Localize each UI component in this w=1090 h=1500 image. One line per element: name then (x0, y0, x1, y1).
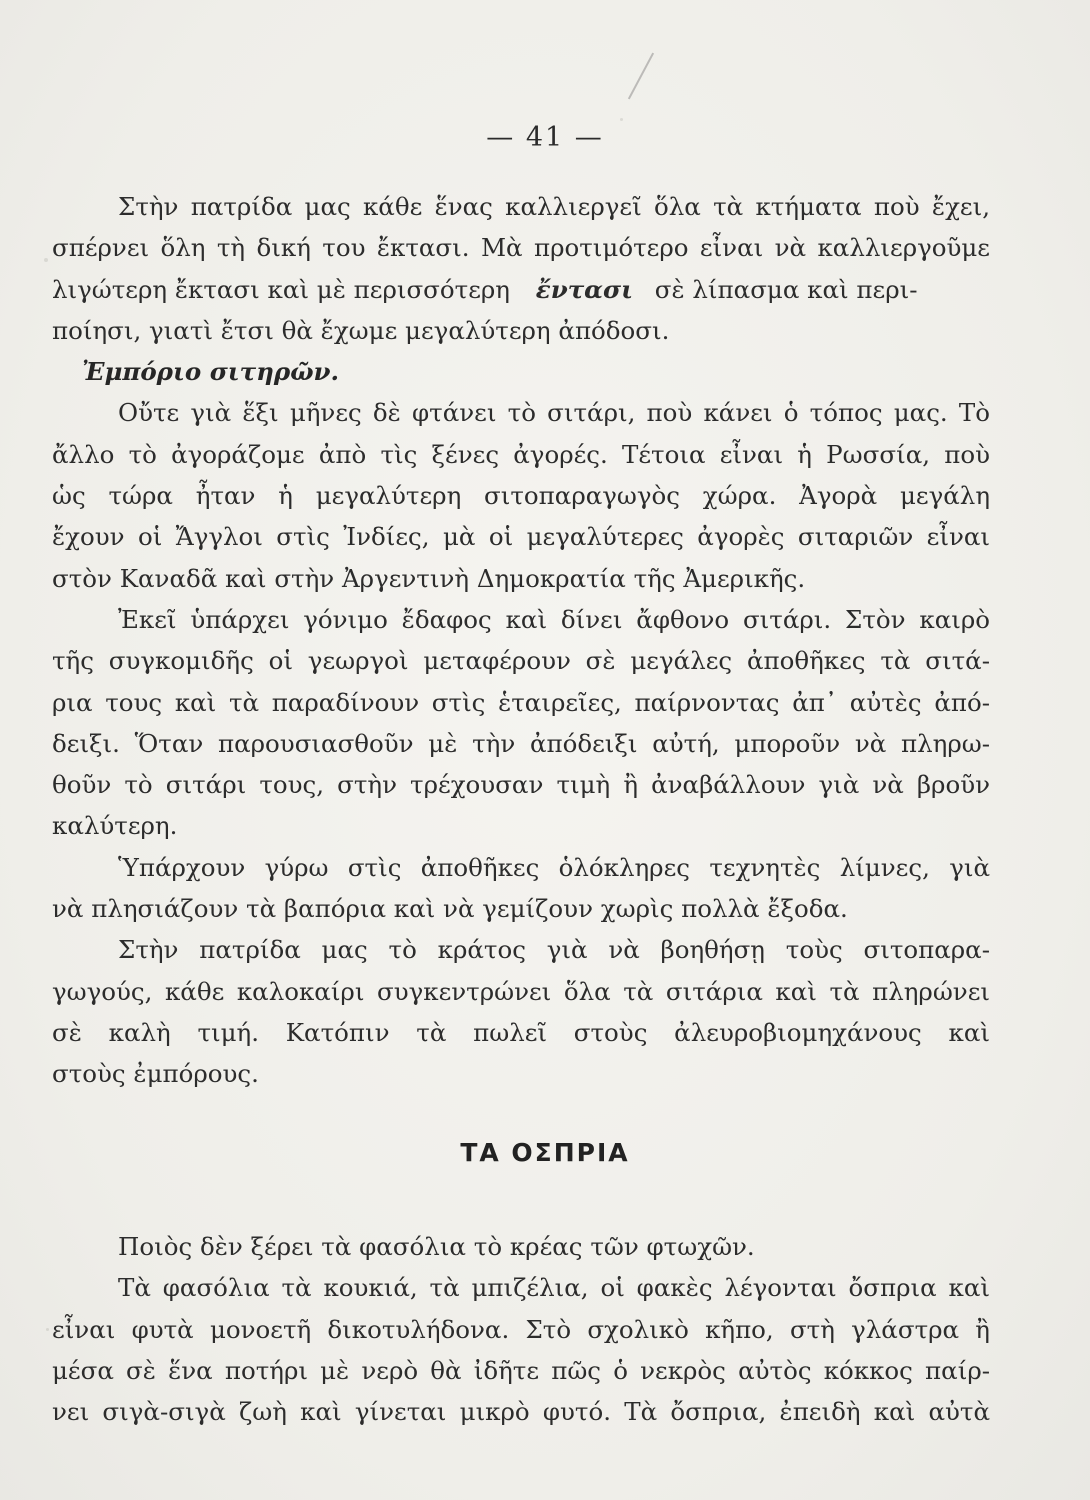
text-line: θοῦν τὸ σιτάρι τους, στὴν τρέχουσαν τιμὴ ἢ ἀναβάλλουν γιὰ νὰ βροῦν (52, 770, 990, 800)
text-line (52, 269, 990, 310)
text-line: Στὴν πατρίδα μας τὸ κράτος γιὰ νὰ βοηθήσῃ τοὺς σιτοπαρα- (118, 935, 990, 965)
body-text-part-1 (52, 186, 990, 1095)
emphasized-word: ἔντασι (535, 274, 633, 304)
text-line: ἔχουν οἱ Ἄγγλοι στὶς Ἰνδίες, μὰ οἱ μεγαλύτερες ἀγορὲς σιταριῶν εἶναι (52, 522, 990, 552)
text-line: ρια τους καὶ τὰ παραδίνουν στὶς ἑταιρεῖες, παίρνοντας ἀπ᾽ αὐτὲς ἀπό- (52, 687, 990, 717)
text-line: Ποιὸς δὲν ξέρει τὰ φασόλια τὸ κρέας τῶν φτωχῶν. (118, 1232, 755, 1261)
text-line: καλύτερη. (52, 811, 178, 841)
text-line: στοὺς ἐμπόρους. (52, 1059, 259, 1089)
subheading: Ἐμπόριο σιτηρῶν. (82, 357, 340, 387)
text-line: γωγούς, κάθε καλοκαίρι συγκεντρώνει ὅλα τὰ σιτάρια καὶ τὰ πληρώνει (52, 976, 990, 1006)
page-number: — 41 — (486, 122, 604, 153)
body-text-part-2 (52, 1226, 990, 1432)
text-line: μέσα σὲ ἕνα ποτήρι μὲ νερὸ θὰ ἰδῆτε πῶς ὁ νεκρὸς αὐτὸς κόκκος παίρ- (52, 1355, 990, 1385)
text-fragment: λιγώτερη ἔκτασι καὶ μὲ περισσότερη (52, 274, 510, 304)
paper-speck (44, 258, 48, 262)
text-line: σπέρνει ὅλη τὴ δική του ἔκτασι. Μὰ προτιμότερο εἶναι νὰ καλλιεργοῦμε (52, 233, 990, 263)
text-line: νὰ πλησιάζουν τὰ βαπόρια καὶ νὰ γεμίζουν χωρὶς πολλὰ ἔξοδα. (52, 894, 848, 924)
text-line: εἶναι φυτὰ μονοετῆ δικοτυλήδονα. Στὸ σχολικὸ κῆπο, στὴ γλάστρα ἢ (52, 1314, 990, 1344)
paper-speck (46, 1328, 49, 1331)
text-line: στὸν Καναδᾶ καὶ στὴν Ἀργεντινὴ Δημοκρατία τῆς Ἀμερικῆς. (52, 563, 806, 593)
text-line: δειξι. Ὅταν παρουσιασθοῦν μὲ τὴν ἀπόδειξι αὐτή, μποροῦν νὰ πληρω- (52, 728, 990, 758)
text-line: Ὑπάρχουν γύρω στὶς ἀποθῆκες ὁλόκληρες τεχνητὲς λίμνες, γιὰ (118, 852, 990, 882)
text-line: σὲ καλὴ τιμή. Κατόπιν τὰ πωλεῖ στοὺς ἀλευροβιομηχάνους καὶ (52, 1017, 990, 1047)
paper-scratch-mark (628, 53, 654, 100)
section-title: ΤΑ ΟΣΠΡΙΑ (460, 1138, 630, 1167)
text-line: Στὴν πατρίδα μας κάθε ἕνας καλλιεργεῖ ὅλα τὰ κτήματα ποὺ ἔχει, (118, 192, 990, 221)
text-line: ὡς τώρα ἦταν ἡ μεγαλύτερη σιτοπαραγωγὸς χώρα. Ἀγορὰ μεγάλη (52, 481, 990, 511)
text-line: τῆς συγκομιδῆς οἱ γεωργοὶ μεταφέρουν σὲ μεγάλες ἀποθῆκες τὰ σιτά- (52, 646, 990, 676)
paper-speck (620, 118, 623, 121)
text-line: ποίησι, γιατὶ ἔτσι θὰ ἔχωμε μεγαλύτερη ἀπόδοσι. (52, 315, 670, 345)
text-line: νει σιγὰ-σιγὰ ζωὴ καὶ γίνεται μικρὸ φυτό. Τὰ ὄσπρια, ἐπειδὴ καὶ αὐτὰ (52, 1397, 990, 1427)
text-fragment: σὲ λίπασμα καὶ περι- (654, 274, 918, 304)
text-line: Ἐκεῖ ὑπάρχει γόνιμο ἔδαφος καὶ δίνει ἄφθονο σιτάρι. Στὸν καιρὸ (118, 604, 990, 634)
text-line: Τὰ φασόλια τὰ κουκιά, τὰ μπιζέλια, οἱ φακὲς λέγονται ὄσπρια καὶ (118, 1273, 990, 1303)
text-line: Οὔτε γιὰ ἕξι μῆνες δὲ φτάνει τὸ σιτάρι, ποὺ κάνει ὁ τόπος μας. Τὸ (118, 398, 990, 428)
text-line: ἄλλο τὸ ἀγοράζομε ἀπὸ τὶς ξένες ἀγορές. Τέτοια εἶναι ἡ Ρωσσία, ποὺ (52, 439, 990, 469)
